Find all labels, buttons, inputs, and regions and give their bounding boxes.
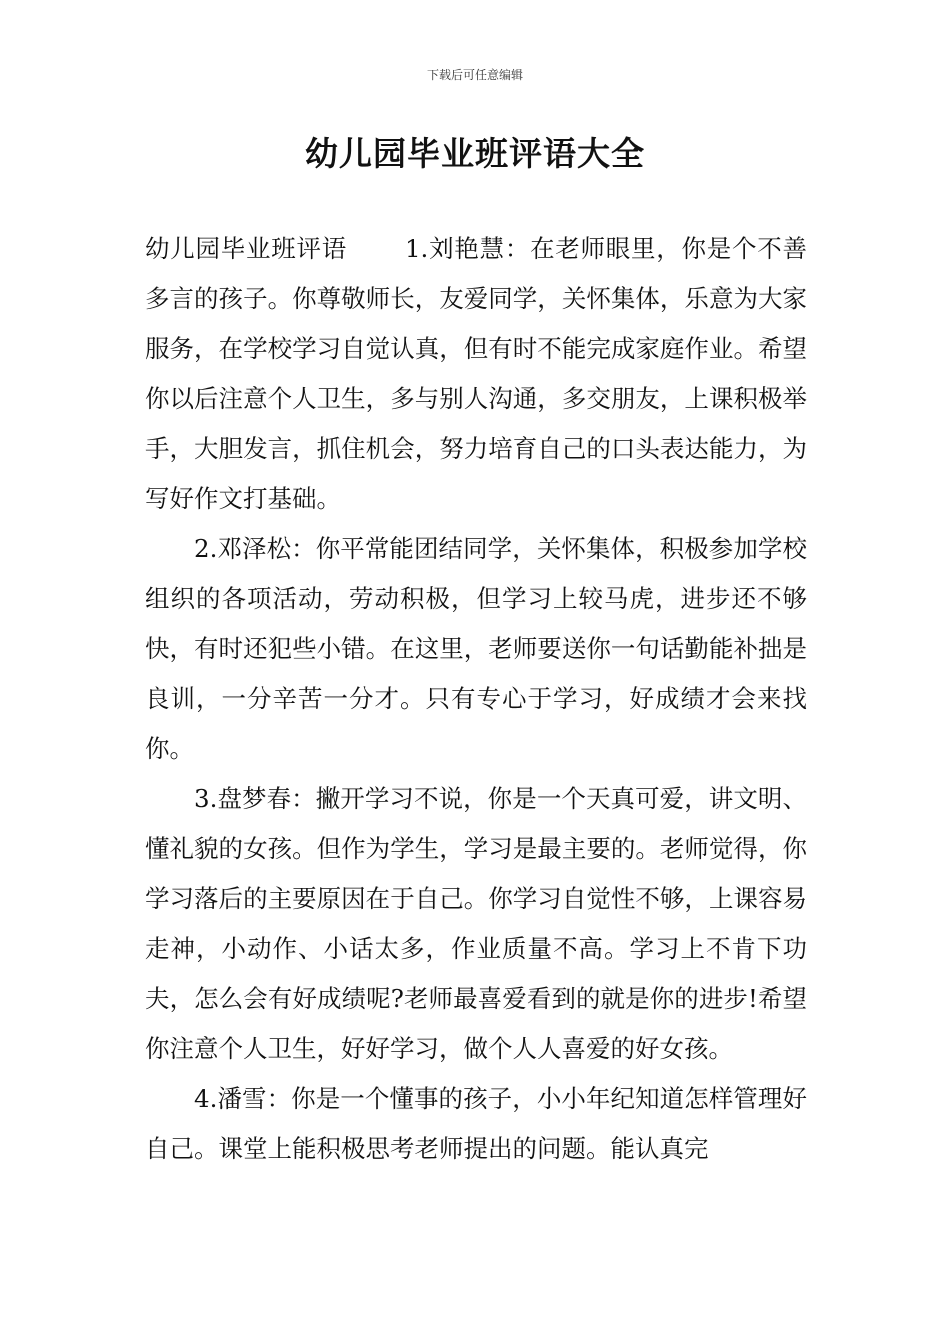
document-title: 幼儿园毕业班评语大全 bbox=[305, 134, 645, 173]
document-body bbox=[145, 224, 807, 1174]
header-note: 下载后可任意编辑 bbox=[426, 68, 523, 82]
paragraph-2: 2.邓泽松：你平常能团结同学，关怀集体，积极参加学校组织的各项活动，劳动积极，但学习上较马虎，进步还不够快，有时还犯些小错。在这里，老师要送你一句话勤能补拙是良训，一分辛苦一分才。只有专心于学习，好成绩才会来找你。 bbox=[145, 534, 807, 763]
paragraph-4: 4.潘雪：你是一个懂事的孩子，小小年纪知道怎样管理好自己。课堂上能积极思考老师提出的问题。能认真完 bbox=[145, 1084, 807, 1163]
paragraph-1-text: 1.刘艳慧：在老师眼里，你是个不善多言的孩子。你尊敬师长，友爱同学，关怀集体，乐意为大家服务，在学校学习自觉认真，但有时不能完成家庭作业。希望你以后注意个人卫生，多与别人沟通，多交朋友，上课积极举手，大胆发言，抓住机会，努力培育自己的口头表达能力，为写好作文打基础。 bbox=[145, 234, 808, 513]
paragraph-3: 3.盘梦春：撇开学习不说，你是一个天真可爱，讲文明、懂礼貌的女孩。但作为学生，学习是最主要的。老师觉得，你学习落后的主要原因在于自己。你学习自觉性不够，上课容易走神，小动作、小话太多，作业质量不高。学习上不肯下功夫，怎么会有好成绩呢?老师最喜爱看到的就是你的进步!希望你注意个人卫生，好好学习，做个人人喜爱的好女孩。 bbox=[145, 784, 807, 1063]
intro-label: 幼儿园毕业班评语 bbox=[145, 234, 347, 263]
paragraph-1 bbox=[145, 224, 807, 524]
